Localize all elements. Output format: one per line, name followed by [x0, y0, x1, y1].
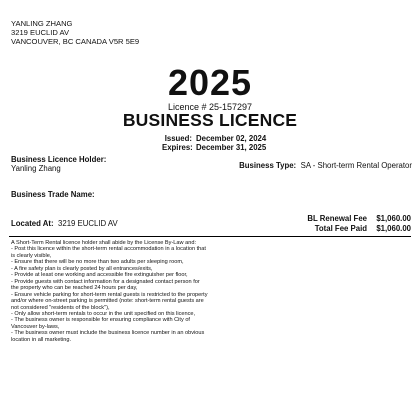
renewal-fee-label: BL Renewal Fee: [307, 214, 367, 223]
condition-line: - The business owner is responsible for ensuring compliance with City of: [11, 317, 190, 324]
mailing-address: [11, 19, 139, 47]
condition-line: - Only allow short-term rentals to occur in the unit specified on this licence,: [11, 310, 196, 317]
licence-year: 2025: [167, 62, 253, 103]
condition-line: not considered "residents of the block"),: [11, 304, 110, 311]
expires-label: Expires:: [162, 143, 193, 153]
total-fee-row: [307, 224, 411, 234]
renewal-fee-value: $1,060.00: [376, 214, 411, 223]
condition-line: - The business owner must include the business licence number in an obvious: [11, 330, 205, 337]
business-type-value: SA - Short-term Rental Operator: [300, 161, 412, 170]
expires-date: December 31, 2025: [196, 143, 267, 153]
business-type: [239, 155, 412, 173]
condition-line: - A fire safety plan is clearly posted by all entrances/exits,: [11, 265, 153, 272]
holder-label: Business Licence Holder:: [11, 155, 107, 164]
recipient-city-line: VANCOUVER, BC CANADA V5R 5E9: [11, 37, 140, 47]
condition-line: - Post this licence within the short-term rental accommodation in a location that: [11, 246, 206, 253]
recipient-name: YANLING ZHANG: [11, 19, 73, 28]
issued-row: [162, 134, 266, 143]
condition-line: Vancouver by-laws,: [11, 323, 60, 330]
issued-label: Issued:: [164, 134, 192, 143]
condition-line: location in all marketing.: [11, 336, 72, 343]
condition-line: is clearly visible,: [11, 252, 52, 259]
renewal-fee-row: [307, 214, 411, 224]
total-fee-value: $1,060.00: [376, 224, 411, 233]
location: [11, 213, 118, 231]
trade-name-label: Business Trade Name:: [11, 190, 95, 199]
condition-line: A Short-Term Rental licence holder shall abide by the License By-Law and:: [11, 240, 197, 246]
location-label: Located At:: [11, 219, 54, 228]
condition-line: - Ensure vehicle parking for short-term rental guests is restricted to the property: [11, 291, 208, 298]
divider: [9, 236, 411, 237]
business-type-label: Business Type:: [239, 161, 297, 170]
condition-line: - Ensure that there will be no more than two adults per sleeping room,: [11, 259, 184, 266]
licence-conditions: [11, 240, 225, 343]
holder-name: Yanling Zhang: [11, 164, 61, 173]
condition-line: - Provide at least one working and accessible fire extinguisher per floor,: [11, 272, 188, 279]
location-value: 3219 EUCLID AV: [58, 219, 118, 228]
fee-summary: [307, 214, 411, 234]
condition-line: - Provide guests with contact information for a designated contact person for: [11, 278, 200, 285]
issued-date: December 02, 2024: [196, 134, 267, 143]
total-fee-label: Total Fee Paid: [314, 224, 367, 233]
licence-number: Licence # 25-157297: [167, 102, 253, 112]
document-title: BUSINESS LICENCE: [122, 110, 298, 130]
condition-line: and/or where on-street parking is permitted (note: short-term rental guests are: [11, 298, 204, 305]
licence-dates: [162, 134, 266, 153]
recipient-street: 3219 EUCLID AV: [11, 28, 70, 38]
expires-row: [162, 143, 266, 152]
condition-line: the property who can be reached 24 hours per day,: [11, 285, 138, 292]
